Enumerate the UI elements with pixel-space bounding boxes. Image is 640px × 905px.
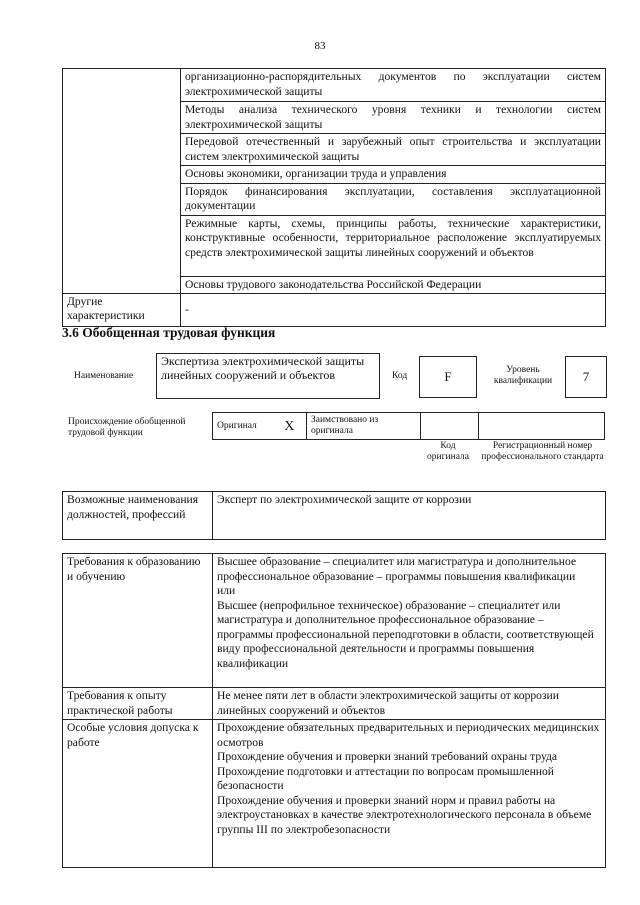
experience-value	[213, 688, 606, 720]
table-row	[63, 69, 606, 102]
positions-table	[62, 491, 606, 540]
origin-label: Происхождение обобщенной трудовой функции	[68, 417, 186, 438]
table-cell: организационно-распорядительных документов по эксплуатации систем электрохимической защиты	[181, 69, 606, 102]
table-cell: Порядок финансирования эксплуатации, составления эксплуатационной документации	[181, 183, 606, 215]
table-row	[63, 554, 606, 688]
table-cell: Режимные карты, схемы, принципы работы, технические характеристики, конструктивные особенности, территориальное расположение эксплуатируемых средств электрохимической защиты линейных сооружений и объектов	[181, 215, 606, 276]
original-code-cell	[421, 413, 479, 440]
borrowed-label: Заимствовано из оригинала	[307, 413, 421, 440]
section-title: 3.6 Обобщенная трудовая функция	[62, 325, 276, 340]
table-row	[213, 413, 605, 440]
original-label: Оригинал	[213, 413, 273, 440]
education-line: Высшее образование – специалитет или магистратура и дополнительное профессиональное образование – программы повышения квалификации	[217, 555, 577, 583]
level-label: Уровень квалификации	[493, 365, 553, 386]
name-value: Экспертиза электрохимической защиты линейных сооружений и объектов	[156, 353, 380, 399]
code-label: Код	[392, 371, 408, 381]
table-cell: Основы экономики, организации труда и управления	[181, 166, 606, 184]
other-characteristics-label: Другие характеристики	[63, 294, 181, 327]
positions-value: Эксперт по электрохимической защите от коррозии	[213, 492, 606, 540]
education-line: Высшее (непрофильное техническое) образование – специалитет или магистратура и дополнительное профессиональное образование – программы профессиональной переподготовки в области, соответствующей виду профессиональной деятельности и программы повышения квалификации	[217, 598, 594, 670]
table-row	[63, 720, 606, 868]
original-code-caption: Код оригинала	[427, 441, 469, 462]
admission-line: Прохождение подготовки и аттестации по вопросам промышленной безопасности	[217, 764, 554, 792]
admission-label: Особые условия допуска к работе	[63, 720, 213, 868]
level-value: 7	[565, 356, 607, 398]
other-characteristics-value: -	[181, 294, 606, 327]
origin-table	[212, 412, 605, 440]
requirements-table	[62, 553, 606, 868]
positions-label: Возможные наименования должностей, профессий	[63, 492, 213, 540]
experience-label: Требования к опыту практической работы	[63, 688, 213, 720]
original-mark: X	[273, 413, 307, 440]
code-value: F	[419, 356, 477, 398]
admission-line: Прохождение обязательных предварительных и периодических медицинских осмотров	[217, 721, 600, 749]
page-number: 83	[314, 40, 326, 52]
education-label: Требования к образованию и обучению	[63, 554, 213, 688]
table-row	[63, 492, 606, 540]
admission-value	[213, 720, 606, 868]
education-line: или	[217, 584, 236, 597]
admission-line: Прохождение обучения и проверки знаний требований охраны труда	[217, 750, 558, 763]
table-cell: Передовой отечественный и зарубежный опыт строительства и эксплуатации систем электрохимической защиты	[181, 134, 606, 166]
registration-number-cell	[479, 413, 605, 440]
experience-line: Не менее пяти лет в области электрохимической защиты от коррозии линейных сооружений и объектов	[217, 689, 559, 717]
education-value	[213, 554, 606, 688]
table-row	[63, 688, 606, 720]
registration-number-caption: Регистрационный номер профессионального стандарта	[481, 441, 604, 462]
table-row	[63, 294, 606, 327]
table-cell: Основы трудового законодательства Российской Федерации	[181, 276, 606, 294]
knowledge-table	[62, 68, 606, 327]
table-cell-empty	[63, 69, 181, 294]
table-cell: Методы анализа технического уровня техники и технологии систем электрохимической защиты	[181, 102, 606, 134]
name-label: Наименование	[74, 371, 134, 381]
admission-line: Прохождение обучения и проверки знаний норм и правил работы на электроустановках в качестве электротехнологического персонала в объеме группы III по электробезопасности	[217, 793, 592, 836]
